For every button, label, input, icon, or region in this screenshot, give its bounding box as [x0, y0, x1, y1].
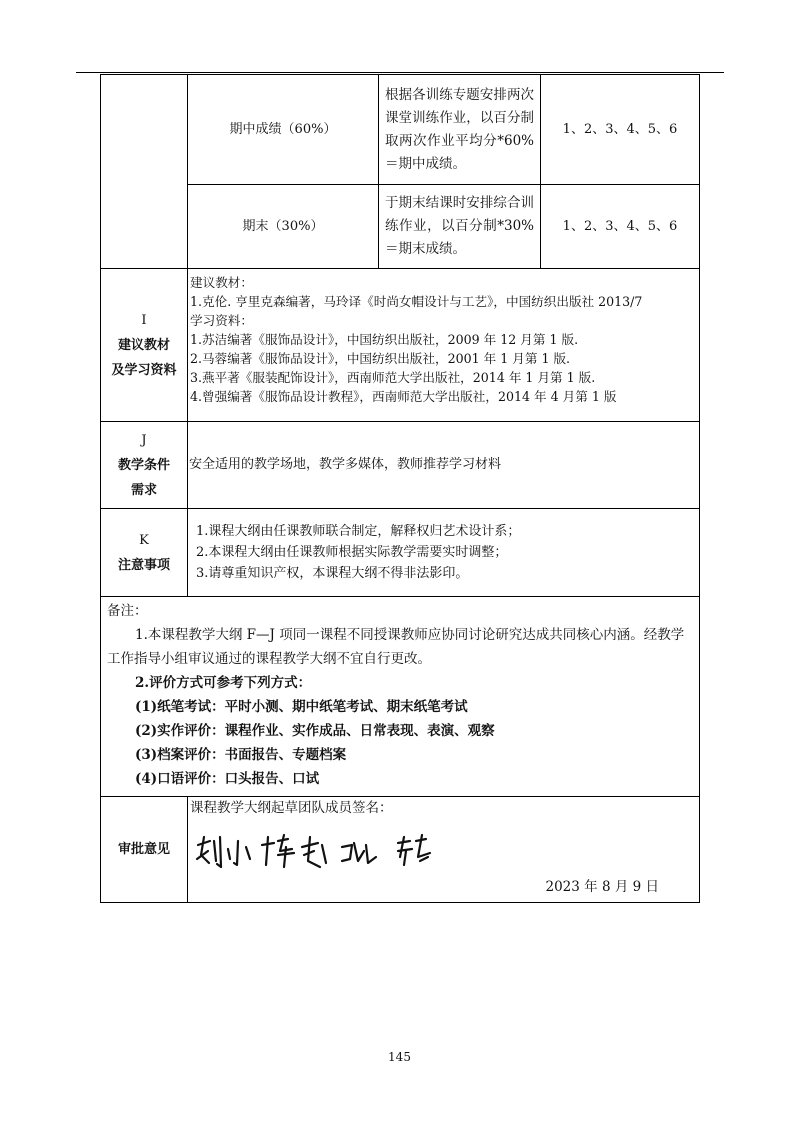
material-item: 1.苏洁编著《服饰品设计》，中国纺织出版社，2009 年 12 月第 1 版. [190, 332, 579, 347]
syllabus-table [100, 74, 700, 903]
section-j-title-1: 教学条件 [117, 457, 170, 473]
materials-heading: 学习资料： [190, 313, 253, 328]
remarks-heading: 2.评价方式可参考下列方式： [135, 675, 312, 691]
evaluation-item: (3)档案评价：书面报告、专题档案 [135, 747, 347, 763]
section-j-title-2: 需求 [130, 482, 157, 498]
remarks-row [101, 597, 700, 797]
grading-objectives: 1、2、3、4、5、6 [541, 185, 700, 269]
handwritten-signatures [192, 827, 492, 877]
section-i-title-1: 建议教材 [117, 337, 170, 353]
approval-date: 2023 年 8 月 9 日 [545, 879, 659, 895]
note-item: 1.课程大纲由任课教师联合制定，解释权归艺术设计系； [196, 524, 521, 539]
syllabus-table-page [100, 74, 699, 903]
textbook-heading: 建议教材： [190, 275, 253, 290]
section-i-content [188, 269, 700, 422]
grading-blank-cell [101, 75, 188, 269]
approval-content [188, 797, 700, 903]
remarks-para: 1.本课程教学大纲 F—J 项同一课程不同授课教师应协同讨论研究达成共同核心内涵。经教学工作指导小组审议通过的课程教学大纲不宜自行更改。 [107, 627, 685, 667]
material-item: 3.燕平著《服装配饰设计》，西南师范大学出版社，2014 年 1 月第 1 版. [190, 370, 596, 385]
section-i-row [101, 269, 700, 422]
note-item: 3.请尊重知识产权，本课程大纲不得非法影印。 [196, 566, 469, 581]
grading-objectives: 1、2、3、4、5、6 [541, 75, 700, 185]
header-rule [76, 72, 724, 73]
grading-row-midterm [101, 75, 700, 185]
grading-item: 期末（30%） [188, 185, 379, 269]
material-item: 2.马蓉编著《服饰品设计》，中国纺织出版社，2001 年 1 月第 1 版. [190, 351, 571, 366]
material-item: 4.曾强编著《服饰品设计教程》，西南师范大学出版社，2014 年 4 月第 1 版 [190, 389, 617, 404]
section-k-row [101, 509, 700, 597]
remarks-title: 备注： [107, 603, 148, 619]
evaluation-item: (4)口语评价：口头报告、口试 [135, 771, 320, 787]
grading-method: 于期末结课时安排综合训练作业，以百分制*30%＝期末成绩。 [379, 185, 541, 269]
approval-label: 审批意见 [101, 797, 188, 903]
section-i-letter: I [141, 312, 147, 328]
section-i-title-2: 及学习资料 [111, 362, 177, 378]
evaluation-item: (1)纸笔考试：平时小测、期中纸笔考试、期末纸笔考试 [135, 699, 468, 715]
page-number: 145 [388, 1050, 411, 1064]
textbook-item: 1.克伦. 亨里克森编著，马玲译《时尚女帽设计与工艺》，中国纺织出版社 2013/7 [190, 294, 643, 309]
section-j-label [101, 422, 188, 509]
remarks-cell [101, 597, 700, 797]
grading-method: 根据各训练专题安排两次课堂训练作业，以百分制取两次作业平均分*60%＝期中成绩。 [379, 75, 541, 185]
section-k-label [101, 509, 188, 597]
section-k-letter: K [139, 532, 149, 548]
grading-item: 期中成绩（60%） [188, 75, 379, 185]
signature-prompt: 课程教学大纲起草团队成员签名： [190, 800, 393, 816]
section-k-content [188, 509, 700, 597]
section-j-letter: J [141, 432, 147, 448]
section-k-title: 注意事项 [117, 557, 170, 573]
approval-row [101, 797, 700, 903]
section-i-label [101, 269, 188, 422]
note-item: 2.本课程大纲由任课教师根据实际教学需要实时调整； [196, 545, 508, 560]
grading-row-final [101, 185, 700, 269]
evaluation-item: (2)实作评价：课程作业、实作成品、日常表现、表演、观察 [135, 723, 495, 739]
section-j-text: 安全适用的教学场地，教学多媒体，教师推荐学习材料 [188, 422, 700, 509]
section-j-row [101, 422, 700, 509]
